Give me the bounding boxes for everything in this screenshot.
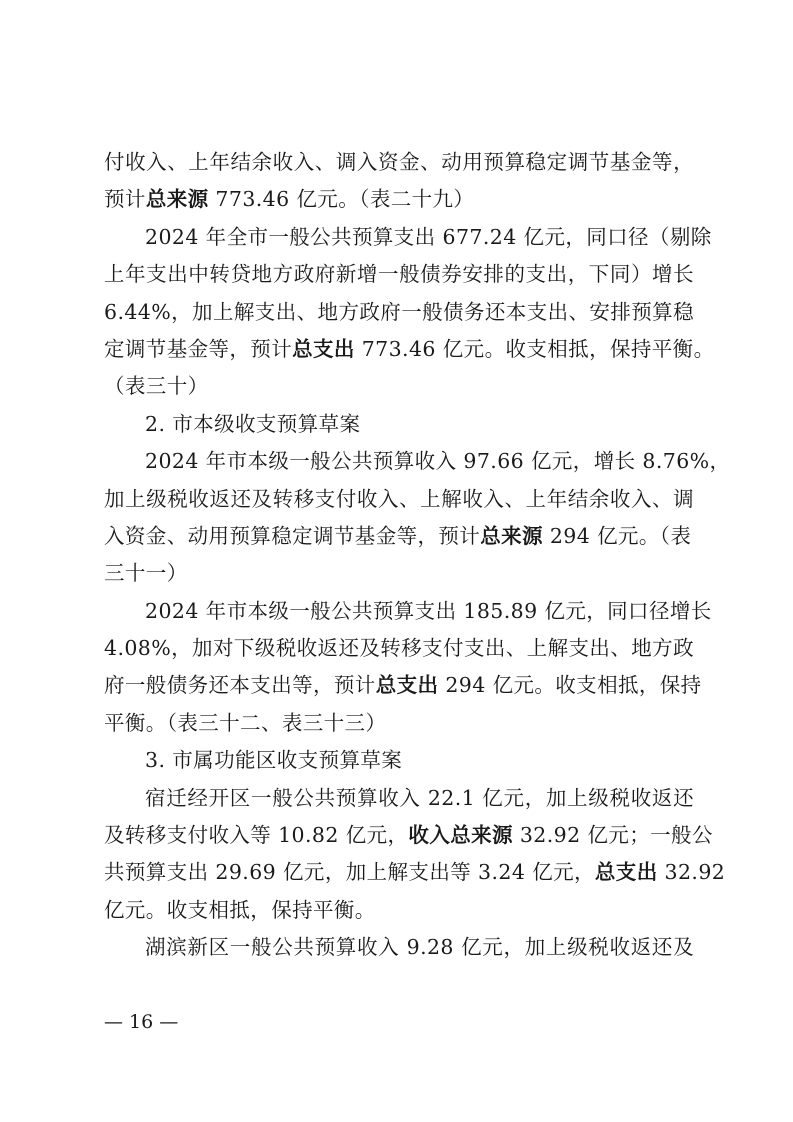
text-line: 2024 年市本级一般公共预算支出 185.89 亿元，同口径增长 [145,598,712,623]
text-line: 宿迁经开区一般公共预算收入 22.1 亿元，加上级税收返还 [145,785,694,810]
text-line: 亿元。收支相抵，保持平衡。 [104,897,376,922]
page-number: — 16 — [104,1011,179,1033]
text-line: 湖滨新区一般公共预算收入 9.28 亿元，加上级税收返还及 [145,935,694,960]
text-line: 预计总来源 773.46 亿元。（表二十九） [104,187,475,212]
bold-term: 总支出 [292,336,355,361]
bold-term: 总来源 [145,187,209,212]
paragraph-5 [104,780,726,930]
text-line: 府一般债务还本支出等，预计总支出 294 亿元。收支相抵，保持 [104,673,702,698]
paragraph-3 [104,443,731,593]
text-line: 2024 年全市一般公共预算支出 677.24 亿元，同口径（剔除 [145,224,712,249]
section-heading: 3. 市属功能区收支预算草案 [145,748,403,773]
text-line: 及转移支付收入等 10.82 亿元，收入总来源 32.92 亿元；一般公 [104,823,713,848]
bold-term: 总来源 [480,523,543,548]
text-line: 2024 年市本级一般公共预算收入 97.66 亿元，增长 8.76%， [145,449,731,474]
paragraph-2 [104,219,715,406]
text-line: 上年支出中转贷地方政府新增一般债券安排的支出，下同）增长 [104,262,694,287]
text-line: 付收入、上年结余收入、调入资金、动用预算稳定调节基金等， [104,150,694,174]
text-line: 4.08%，加对下级税收返还及转移支付支出、上解支出、地方政 [104,636,694,661]
bold-term: 总支出 [594,860,658,885]
section-heading: 2. 市本级收支预算草案 [145,411,361,436]
paragraph-6 [104,929,694,966]
text-line: 三十一） [104,561,188,586]
text-line: 入资金、动用预算稳定调节基金等，预计总来源 294 亿元。（表 [104,523,692,548]
paragraph-1 [104,144,694,219]
text-line: （表三十） [104,374,209,399]
text-line: 定调节基金等，预计总支出 773.46 亿元。收支相抵，保持平衡。 [104,336,715,361]
bold-term: 收入总来源 [408,823,513,848]
paragraph-4 [104,593,712,743]
text-line: 共预算支出 29.69 亿元，加上解支出等 3.24 亿元，总支出 32.92 [104,860,726,885]
text-line: 加上级税收返还及转移支付收入、上解收入、上年结余收入、调 [104,486,694,511]
text-line: 平衡。（表三十二、表三十三） [104,710,387,735]
text-line: 6.44%，加上解支出、地方政府一般债务还本支出、安排预算稳 [104,299,694,324]
body-text [104,144,731,967]
bold-term: 总支出 [375,673,439,698]
